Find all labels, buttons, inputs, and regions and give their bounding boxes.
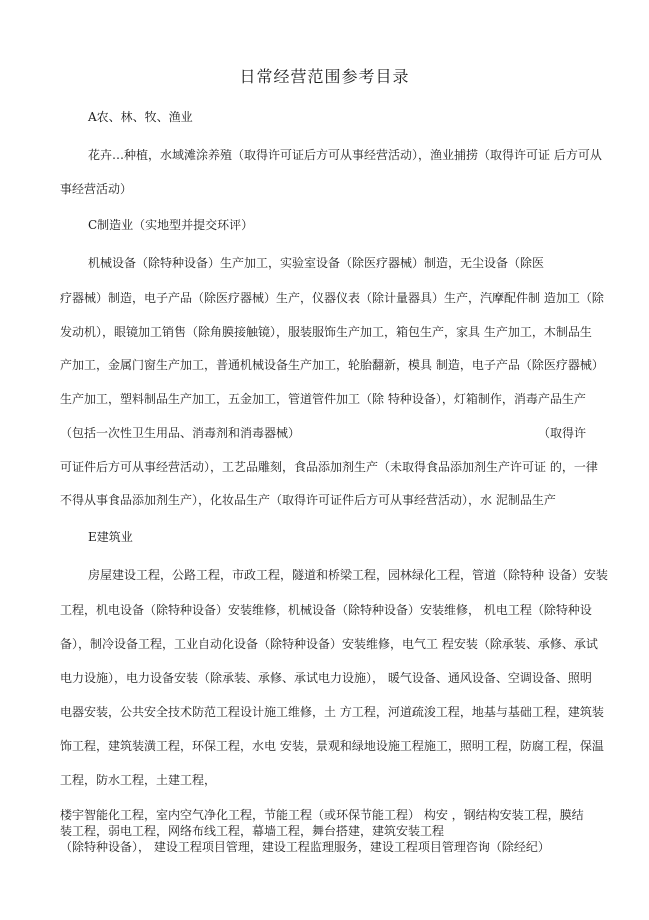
section-heading-construction: E建筑业 bbox=[88, 530, 133, 544]
text-line: 产加工，金属门窗生产加工，普通机械设备生产加工，轮胎翻新，模具 制造，电子产品（除医疗器械） bbox=[60, 358, 604, 372]
text-line: 备），制冷设备工程，工业自动化设备（除特种设备）安装维修，电气工 程安装（除承装、承修、承试 bbox=[60, 637, 598, 651]
text-line: 生产加工，塑料制品生产加工，五金加工，管道管件加工（除 特种设备），灯箱制作，消毒产品生产 bbox=[60, 392, 586, 406]
text-line: 疗器械）制造，电子产品（除医疗器械）生产，仪器仪表（除计量器具）生产，汽摩配件制 造加工（除 bbox=[60, 291, 604, 305]
text-line: 事经营活动） bbox=[60, 182, 133, 196]
page-title: 日常经营范围参考目录 bbox=[239, 67, 410, 86]
text-line: （除特种设备）， 建设工程项目管理，建设工程监理服务，建设工程项目管理咨询（除经纪） bbox=[60, 840, 550, 854]
text-line: 楼宇智能化工程，室内空气净化工程，节能工程（或环保节能工程） 构安 ，钢结构安装工程，膜结 bbox=[60, 808, 584, 822]
text-line: 不得从事食品添加剂生产），化妆品生产（取得许可证件后方可从事经营活动），水 泥制品生产 bbox=[60, 493, 556, 507]
text-line: 电器安装，公共安全技术防范工程设计施工维修，土 方工程，河道疏浚工程，地基与基础工程，建筑装 bbox=[60, 705, 604, 719]
text-line: 可证件后方可从事经营活动），工艺品雕刻，食品添加剂生产（未取得食品添加剂生产许可证 的，一律 bbox=[60, 460, 598, 474]
text-line: 花卉…种植，水域滩涂养殖（取得许可证后方可从事经营活动），渔业捕捞（取得许可证 后方可从 bbox=[88, 148, 602, 162]
text-line: 房屋建设工程，公路工程，市政工程，隧道和桥梁工程，园林绿化工程，管道（除特种 设备）安装 bbox=[88, 568, 608, 582]
text-line: 电力设施），电力设备安装（除承装、承修、承试电力设施）， 暖气设备、通风设备、空调设备、照明 bbox=[60, 671, 592, 685]
text-line: 发动机），眼镜加工销售（除角膜接触镜），服装服饰生产加工，箱包生产，家具 生产加工，木制品生 bbox=[60, 325, 592, 339]
text-line: 饰工程，建筑装潢工程，环保工程，水电 安装，景观和绿地设施工程施工，照明工程，防腐工程，保温 bbox=[60, 739, 604, 753]
text-line: 机械设备（除特种设备）生产加工，实验室设备（除医疗器械）制造，无尘设备（除医 bbox=[88, 256, 545, 270]
text-line: 装工程，弱电工程，网络布线工程，幕墙工程，舞台搭建，建筑安装工程 bbox=[60, 824, 445, 838]
text-line: 工程，防水工程，土建工程， bbox=[60, 773, 217, 787]
section-heading-manufacturing: C制造业（实地型并提交环评） bbox=[88, 218, 254, 232]
section-heading-agriculture: A农、林、牧、渔业 bbox=[88, 110, 193, 124]
text-line: 工程，机电设备（除特种设备）安装维修，机械设备（除特种设备）安装维修， 机电工程（除特种设 bbox=[60, 603, 592, 617]
text-line: （取得许 bbox=[538, 426, 587, 440]
text-line: （包括一次性卫生用品、消毒剂和消毒器械） bbox=[60, 426, 301, 440]
